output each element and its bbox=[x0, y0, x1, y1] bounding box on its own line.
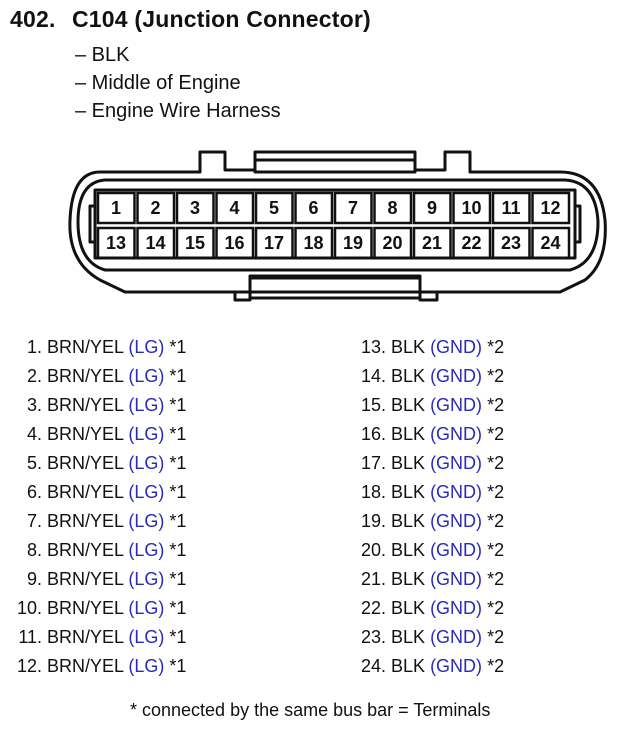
pin-label-21: 21 bbox=[421, 233, 443, 253]
circuit-code: (GND) bbox=[430, 482, 483, 502]
wire-color: BLK bbox=[391, 598, 426, 618]
terminal-row bbox=[350, 335, 504, 359]
terminal-number: 11. bbox=[18, 627, 42, 647]
pin-label-22: 22 bbox=[461, 233, 482, 253]
terminal-number: 19. bbox=[360, 511, 386, 531]
terminal-row bbox=[350, 451, 504, 475]
pin-label-9: 9 bbox=[426, 198, 437, 218]
terminal-row bbox=[8, 654, 186, 678]
terminal-number: 16. bbox=[360, 424, 386, 444]
terminal-row bbox=[350, 654, 504, 678]
bus-bar-note: *1 bbox=[169, 424, 187, 444]
bus-bar-note: *2 bbox=[487, 511, 505, 531]
top-latch bbox=[255, 160, 415, 172]
circuit-code: (LG) bbox=[128, 424, 165, 444]
pin-label-11: 11 bbox=[501, 198, 521, 218]
terminal-number: 10. bbox=[16, 598, 42, 618]
terminal-number: 20. bbox=[360, 540, 386, 560]
bus-bar-note: *2 bbox=[487, 395, 505, 415]
bottom-key-inner bbox=[250, 278, 420, 298]
wire-color: BRN/YEL bbox=[47, 540, 124, 560]
circuit-code: (GND) bbox=[430, 511, 483, 531]
bus-bar-note: *2 bbox=[487, 366, 505, 386]
bus-bar-note: *1 bbox=[169, 337, 187, 357]
circuit-code: (LG) bbox=[128, 598, 165, 618]
terminal-number: 2. bbox=[26, 366, 42, 386]
circuit-code: (LG) bbox=[128, 656, 165, 676]
terminal-row bbox=[8, 567, 186, 591]
bus-bar-note: *1 bbox=[169, 656, 187, 676]
bus-bar-note: *2 bbox=[487, 453, 505, 473]
terminal-number: 17. bbox=[360, 453, 386, 473]
wire-color: BRN/YEL bbox=[47, 395, 124, 415]
terminal-number: 23. bbox=[360, 627, 386, 647]
wire-color: BLK bbox=[391, 395, 426, 415]
bus-bar-note: *2 bbox=[487, 656, 505, 676]
circuit-code: (GND) bbox=[430, 569, 483, 589]
terminal-row bbox=[8, 335, 186, 359]
wire-color: BRN/YEL bbox=[47, 453, 124, 473]
pin-label-7: 7 bbox=[347, 198, 358, 218]
circuit-code: (LG) bbox=[128, 627, 165, 647]
circuit-code: (GND) bbox=[430, 627, 483, 647]
bus-bar-note: *2 bbox=[487, 482, 505, 502]
circuit-code: (GND) bbox=[430, 540, 483, 560]
terminal-number: 7. bbox=[26, 511, 42, 531]
wire-color: BRN/YEL bbox=[47, 598, 124, 618]
circuit-code: (LG) bbox=[128, 511, 165, 531]
bus-bar-note: *1 bbox=[169, 540, 187, 560]
circuit-code: (LG) bbox=[128, 366, 165, 386]
pin-label-23: 23 bbox=[500, 233, 522, 253]
circuit-code: (LG) bbox=[128, 540, 165, 560]
terminal-number: 15. bbox=[360, 395, 386, 415]
bus-bar-note: *1 bbox=[169, 366, 187, 386]
bus-bar-note: *1 bbox=[169, 627, 187, 647]
connector-color-detail: – BLK bbox=[75, 44, 130, 66]
bus-bar-note: *2 bbox=[487, 540, 505, 560]
terminal-row bbox=[350, 567, 504, 591]
circuit-code: (GND) bbox=[430, 337, 483, 357]
connector-harness-detail: – Engine Wire Harness bbox=[75, 100, 281, 122]
bus-bar-note: *1 bbox=[169, 598, 187, 618]
connector-location-detail: – Middle of Engine bbox=[75, 72, 241, 94]
terminal-row bbox=[350, 480, 504, 504]
wire-color: BRN/YEL bbox=[47, 569, 124, 589]
terminal-number: 1. bbox=[26, 337, 42, 357]
terminal-row bbox=[8, 480, 186, 504]
terminal-number: 9. bbox=[26, 569, 42, 589]
pin-label-24: 24 bbox=[540, 233, 561, 253]
circuit-code: (GND) bbox=[430, 366, 483, 386]
circuit-code: (LG) bbox=[128, 569, 165, 589]
bus-bar-note: *1 bbox=[169, 395, 187, 415]
bus-bar-note: *1 bbox=[169, 569, 187, 589]
connector-name: C104 (Junction Connector) bbox=[72, 6, 371, 32]
terminal-row bbox=[8, 509, 186, 533]
terminal-number: 24. bbox=[360, 656, 386, 676]
pin-label-3: 3 bbox=[189, 198, 200, 218]
terminal-row bbox=[8, 538, 186, 562]
connector-number: 402. bbox=[10, 6, 56, 32]
bus-bar-note: *2 bbox=[487, 424, 505, 444]
connector-face-diagram bbox=[0, 0, 622, 320]
wire-color: BLK bbox=[391, 511, 426, 531]
terminal-row bbox=[8, 596, 186, 620]
circuit-code: (GND) bbox=[430, 656, 483, 676]
circuit-code: (GND) bbox=[430, 598, 483, 618]
pin-label-15: 15 bbox=[184, 233, 206, 253]
terminal-number: 21. bbox=[360, 569, 386, 589]
wire-color: BRN/YEL bbox=[47, 656, 124, 676]
terminal-number: 12. bbox=[16, 656, 42, 676]
bus-bar-note: *1 bbox=[169, 482, 187, 502]
wire-color: BLK bbox=[391, 482, 426, 502]
terminal-number: 5. bbox=[26, 453, 42, 473]
terminal-row bbox=[8, 451, 186, 475]
pin-label-6: 6 bbox=[308, 198, 319, 218]
bus-bar-note: *1 bbox=[169, 511, 187, 531]
wire-color: BRN/YEL bbox=[47, 511, 124, 531]
terminal-number: 18. bbox=[360, 482, 386, 502]
wire-color: BRN/YEL bbox=[47, 337, 124, 357]
pin-label-20: 20 bbox=[382, 233, 403, 253]
terminal-number: 14. bbox=[360, 366, 386, 386]
terminal-row bbox=[8, 393, 186, 417]
wire-color: BLK bbox=[391, 366, 426, 386]
pin-label-17: 17 bbox=[263, 233, 285, 253]
terminal-row bbox=[350, 625, 504, 649]
wire-color: BLK bbox=[391, 656, 426, 676]
pin-label-10: 10 bbox=[461, 198, 482, 218]
pin-label-1: 1 bbox=[110, 198, 121, 218]
terminal-row bbox=[350, 422, 504, 446]
terminal-row bbox=[8, 364, 186, 388]
wire-color: BLK bbox=[391, 627, 426, 647]
circuit-code: (GND) bbox=[430, 395, 483, 415]
wire-color: BRN/YEL bbox=[47, 627, 124, 647]
pin-label-5: 5 bbox=[268, 198, 279, 218]
terminal-number: 22. bbox=[360, 598, 386, 618]
bus-bar-note: *1 bbox=[169, 453, 187, 473]
terminal-number: 8. bbox=[26, 540, 42, 560]
wire-color: BRN/YEL bbox=[47, 366, 124, 386]
pin-label-12: 12 bbox=[540, 198, 561, 218]
terminal-row bbox=[8, 422, 186, 446]
bus-bar-note: *2 bbox=[487, 337, 505, 357]
terminal-number: 4. bbox=[26, 424, 42, 444]
terminal-row bbox=[350, 596, 504, 620]
pin-label-2: 2 bbox=[150, 198, 161, 218]
wire-color: BLK bbox=[391, 337, 426, 357]
terminal-number: 13. bbox=[360, 337, 386, 357]
pin-label-8: 8 bbox=[387, 198, 398, 218]
bus-bar-note: *2 bbox=[487, 598, 505, 618]
circuit-code: (GND) bbox=[430, 453, 483, 473]
pin-label-16: 16 bbox=[224, 233, 245, 253]
circuit-code: (LG) bbox=[128, 395, 165, 415]
pin-label-13: 13 bbox=[105, 233, 127, 253]
circuit-code: (LG) bbox=[128, 482, 165, 502]
wire-color: BLK bbox=[391, 453, 426, 473]
pin-label-18: 18 bbox=[303, 233, 324, 253]
terminal-row bbox=[350, 364, 504, 388]
pin-label-4: 4 bbox=[229, 198, 240, 218]
circuit-code: (GND) bbox=[430, 424, 483, 444]
terminal-row bbox=[350, 393, 504, 417]
wire-color: BLK bbox=[391, 569, 426, 589]
circuit-code: (LG) bbox=[128, 337, 165, 357]
terminal-row bbox=[350, 509, 504, 533]
wire-color: BLK bbox=[391, 424, 426, 444]
terminal-number: 6. bbox=[26, 482, 42, 502]
wire-color: BLK bbox=[391, 540, 426, 560]
bus-bar-footnote: * connected by the same bus bar = Terminals bbox=[130, 700, 491, 720]
terminal-row bbox=[350, 538, 504, 562]
pin-label-19: 19 bbox=[342, 233, 364, 253]
wire-color: BRN/YEL bbox=[47, 424, 124, 444]
pin-label-14: 14 bbox=[145, 233, 166, 253]
bottom-key bbox=[235, 276, 437, 300]
terminal-number: 3. bbox=[26, 395, 42, 415]
circuit-code: (LG) bbox=[128, 453, 165, 473]
bus-bar-note: *2 bbox=[487, 627, 505, 647]
terminal-row bbox=[8, 625, 186, 649]
wire-color: BRN/YEL bbox=[47, 482, 124, 502]
bus-bar-note: *2 bbox=[487, 569, 505, 589]
